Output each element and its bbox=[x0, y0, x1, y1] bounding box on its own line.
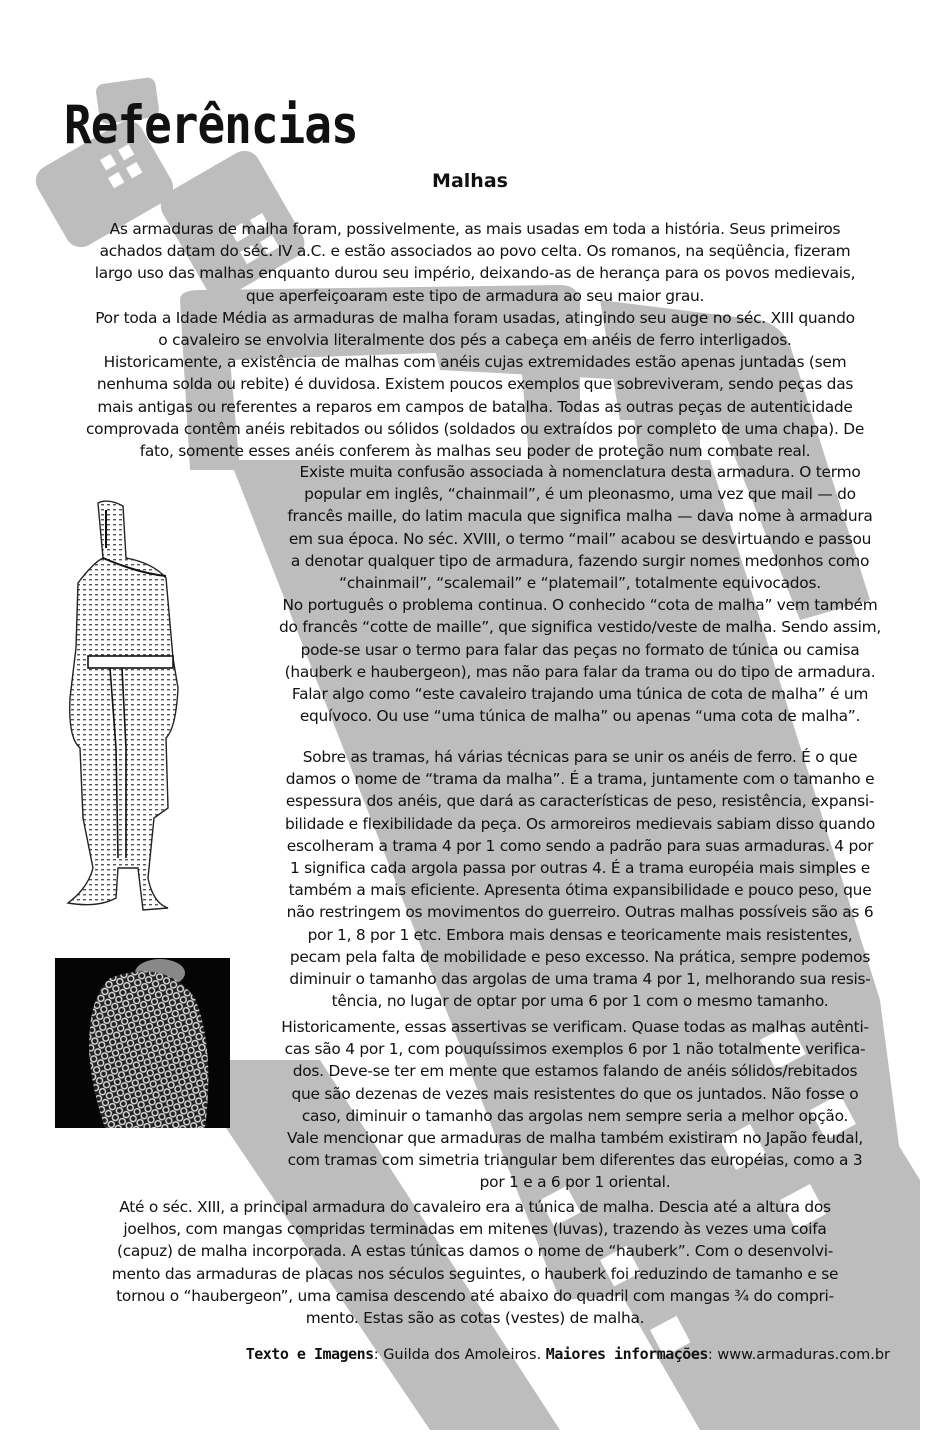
paragraph-nomenclature bbox=[240, 461, 920, 727]
text-line: caso, diminuir o tamanho das argolas nem sempre seria a melhor opção. bbox=[301, 1106, 849, 1125]
belt bbox=[88, 656, 173, 668]
text-line: 1 significa cada argola passa por outras 4. É a trama européia mais simples e bbox=[290, 859, 870, 878]
text-line: equívoco. Ou use “uma túnica de malha” ou apenas “uma cota de malha”. bbox=[299, 707, 861, 726]
text-line: que aperfeiçoaram este tipo de armadura ao seu maior grau. bbox=[245, 286, 705, 305]
text-line: fato, somente esses anéis conferem às malhas seu poder de proteção num combate real. bbox=[139, 442, 811, 461]
page-title: Referências bbox=[64, 93, 358, 156]
text-line: cas são 4 por 1, com pouquíssimos exemplos 6 por 1 não totalmente verifica- bbox=[284, 1040, 866, 1059]
credit-label: Texto e Imagens bbox=[245, 1345, 374, 1363]
text-line: As armaduras de malha foram, possivelmente, as mais usadas em toda a história. Seus primeiros bbox=[109, 220, 841, 238]
text-line: com tramas com simetria triangular bem diferentes das européias, como a 3 bbox=[287, 1151, 863, 1170]
text-line: dos. Deve-se ter em mente que estamos falando de anéis sólidos/rebitados bbox=[292, 1062, 858, 1081]
info-label: Maiores informações bbox=[545, 1345, 708, 1363]
text-line: Falar algo como “este cavaleiro trajando uma túnica de cota de malha” é um bbox=[291, 685, 869, 704]
credit-separator: : bbox=[373, 1347, 379, 1363]
text-line: largo uso das malhas enquanto durou seu império, deixando-as de herança para os povos medievais, bbox=[94, 264, 856, 283]
paragraph-hauberk bbox=[40, 1196, 910, 1329]
credit-value: Guilda dos Amoleiros. bbox=[383, 1347, 542, 1363]
text-line: o cavaleiro se envolvia literalmente dos pés a cabeça em anéis de ferro interligados. bbox=[158, 331, 792, 350]
text-line: damos o nome de “trama da malha”. É a trama, juntamente com o tamanho e bbox=[285, 770, 875, 789]
text-line: mais antigas ou referentes a reparos em campos de batalha. Todas as outras peças de autenticidade bbox=[97, 397, 853, 416]
text-line: a denotar qualquer tipo de armadura, fazendo surgir nomes medonhos como bbox=[290, 551, 870, 570]
text-line: em sua época. No séc. XVIII, o termo “mail” acabou se desvirtuando e passou bbox=[288, 529, 872, 548]
text-line: Até o séc. XIII, a principal armadura do cavaleiro era a túnica de malha. Descia até a altura dos bbox=[119, 1198, 831, 1216]
chainmail-photo-image bbox=[55, 958, 230, 1128]
section-heading: Malhas bbox=[432, 170, 508, 192]
paragraph-intro bbox=[40, 218, 910, 462]
paragraph-history bbox=[230, 1016, 920, 1194]
text-line: também a mais eficiente. Apresenta ótima expansibilidade e pouco peso, que bbox=[288, 881, 872, 900]
text-line: popular em inglês, “chainmail”, é um pleonasmo, uma vez que mail — do bbox=[304, 485, 856, 504]
text-line: diminuir o tamanho das argolas de uma trama 4 por 1, melhorando sua resis- bbox=[289, 970, 871, 989]
paragraph-weaves bbox=[240, 746, 920, 1012]
text-line: mento. Estas são as cotas (vestes) de malha. bbox=[305, 1309, 645, 1328]
text-line: (capuz) de malha incorporada. A estas túnicas damos o nome de “hauberk”. Com o desenvolvi- bbox=[116, 1242, 834, 1261]
text-line: Historicamente, a existência de malhas com anéis cujas extremidades estão apenas juntadas (sem bbox=[103, 353, 847, 372]
text-line: Por toda a Idade Média as armaduras de malha foram usadas, atingindo seu auge no séc. XIII quando bbox=[95, 308, 855, 327]
text-line: pecam pela falta de mobilidade e peso excesso. Na prática, sempre podemos bbox=[289, 947, 871, 966]
text-line: mento das armaduras de placas nos séculos seguintes, o hauberk foi reduzindo de tamanho e se bbox=[111, 1264, 839, 1283]
text-line: pode-se usar o termo para falar das peças no formato de túnica ou camisa bbox=[300, 640, 860, 659]
text-line: por 1, 8 por 1 etc. Embora mais densas e teoricamente mais resistentes, bbox=[307, 925, 853, 944]
chainmail-shirt-photo bbox=[55, 958, 230, 1128]
footer-credits bbox=[240, 1344, 890, 1365]
text-line: não restringem os movimentos do guerreiro. Outras malhas possíveis são as 6 bbox=[286, 903, 874, 922]
text-line: bilidade e flexibilidade da peça. Os armoreiros medievais sabiam disso quando bbox=[284, 814, 876, 833]
text-line: Historicamente, essas assertivas se verificam. Quase todas as malhas autênti- bbox=[281, 1018, 869, 1036]
text-line: por 1 e a 6 por 1 oriental. bbox=[479, 1173, 671, 1192]
text-line: do francês “cotte de maille”, que significa vestido/veste de malha. Sendo assim, bbox=[279, 618, 881, 637]
text-line: Sobre as tramas, há várias técnicas para se unir os anéis de ferro. É o que bbox=[302, 748, 858, 766]
text-line: achados datam do séc. IV a.C. e estão associados ao povo celta. Os romanos, na seqüência, fizeram bbox=[99, 242, 851, 261]
text-line: “chainmail”, “scalemail” e “platemail”, totalmente equivocados. bbox=[339, 574, 821, 593]
text-line: Vale mencionar que armaduras de malha também existiram no Japão feudal, bbox=[286, 1129, 863, 1148]
info-separator: : bbox=[707, 1347, 713, 1363]
text-line: Existe muita confusão associada à nomenclatura desta armadura. O termo bbox=[299, 463, 861, 481]
text-line: comprovada contêm anéis rebitados ou sólidos (soldados ou extraídos por completo de uma chapa). De bbox=[85, 419, 865, 438]
text-line: francês maille, do latim macula que significa malha — dava nome à armadura bbox=[287, 507, 873, 526]
text-line: espessura dos anéis, que dará as características de peso, resistência, expansi- bbox=[285, 792, 875, 811]
text-line: tornou o “haubergeon”, uma camisa descendo até abaixo do quadril com mangas ¾ do compri- bbox=[116, 1286, 834, 1305]
text-line: nenhuma solda ou rebite) é duvidosa. Existem poucos exemplos que sobreviveram, sendo peças das bbox=[96, 375, 854, 394]
text-line: No português o problema continua. O conhecido “cota de malha” vem também bbox=[282, 596, 878, 615]
text-line: (hauberk e haubergeon), mas não para falar da trama ou do tipo de armadura. bbox=[284, 662, 876, 681]
knight-chainmail-drawing bbox=[58, 498, 208, 918]
text-line: escolheram a trama 4 por 1 como sendo a padrão para suas armaduras. 4 por bbox=[286, 836, 874, 855]
website-link[interactable]: www.armaduras.com.br bbox=[717, 1347, 890, 1363]
text-line: tência, no lugar de optar por uma 6 por 1 com o mesmo tamanho. bbox=[331, 992, 829, 1011]
text-line: joelhos, com mangas compridas terminadas em mitenes (luvas), trazendo às vezes uma coifa bbox=[123, 1220, 827, 1239]
text-line: que são dezenas de vezes mais resistentes do que os juntados. Não fosse o bbox=[291, 1084, 859, 1103]
